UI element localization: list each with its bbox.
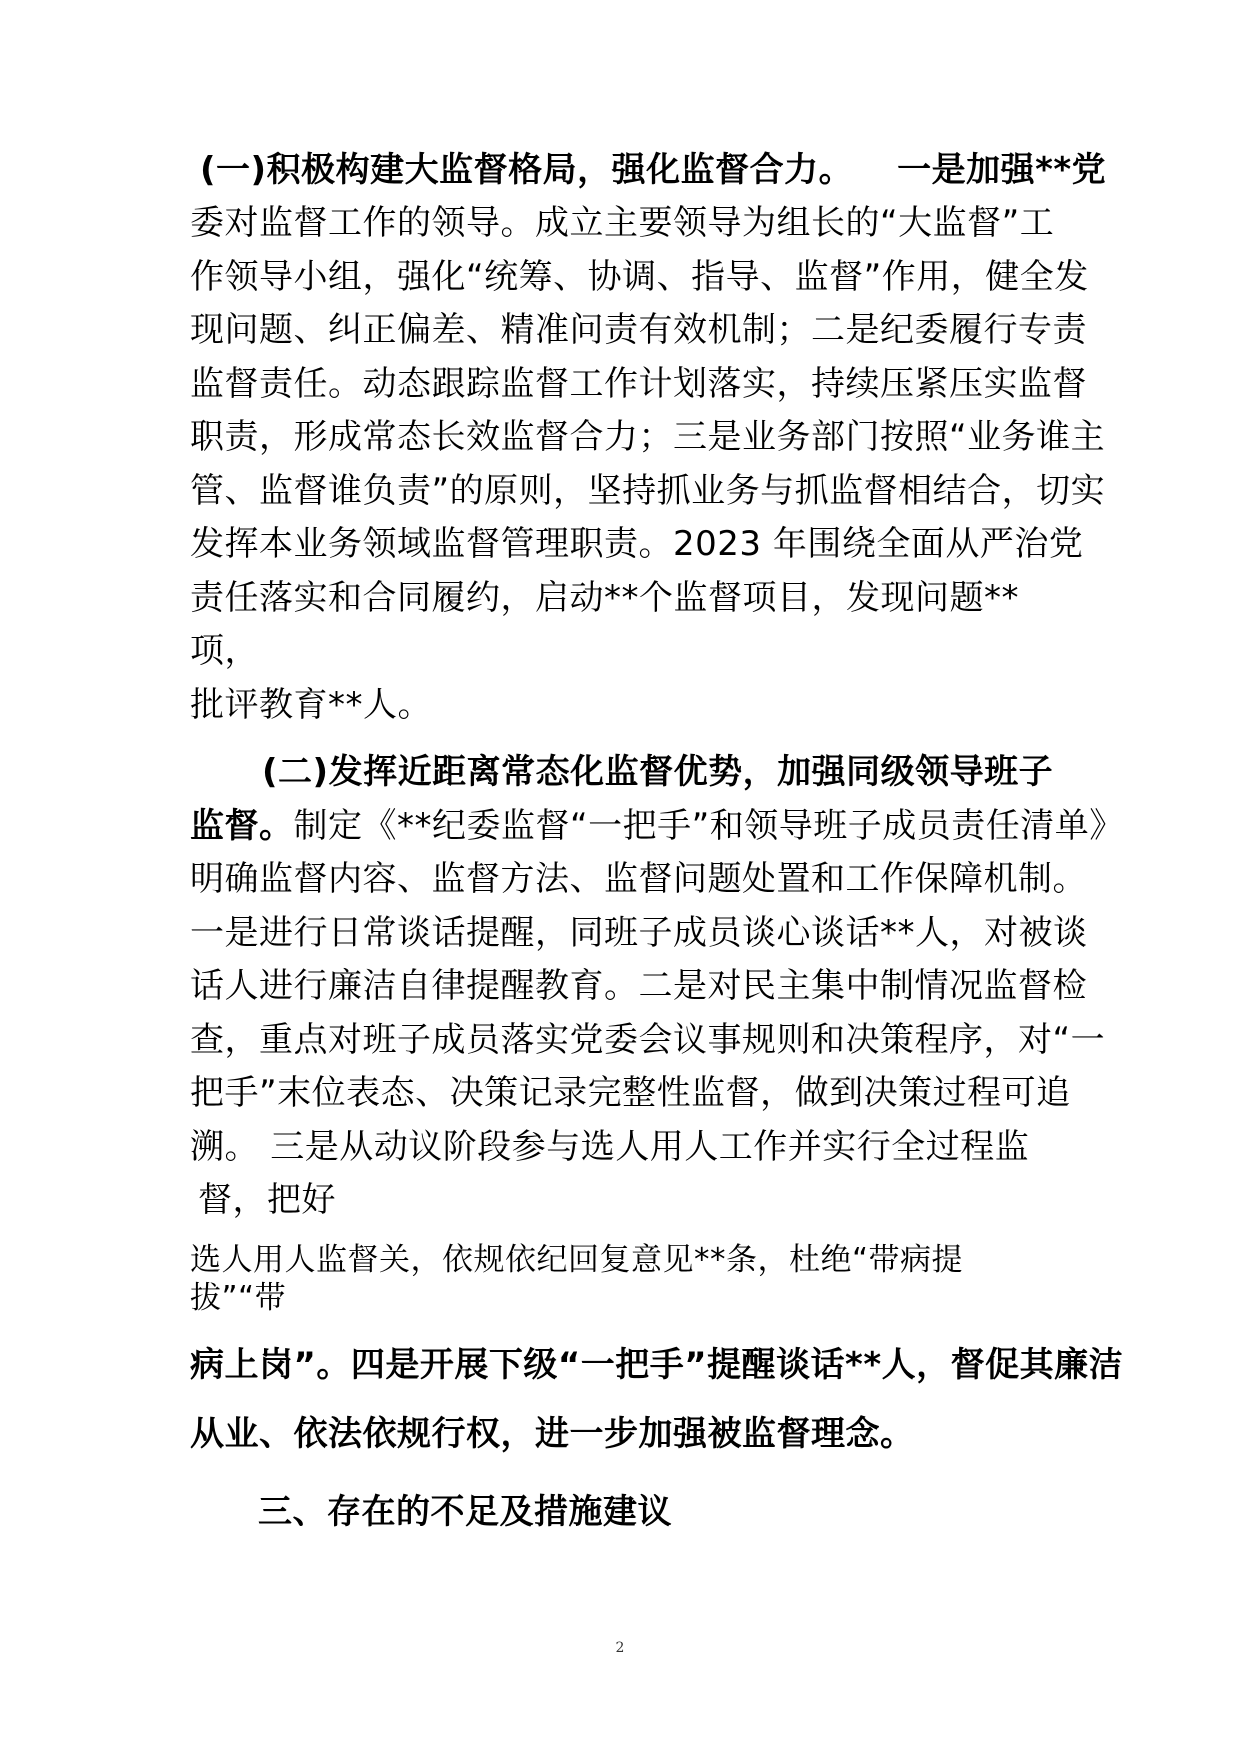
- paragraph-line: 督，把好: [198, 1180, 336, 1220]
- paragraph-line: 作领导小组，强化“统筹、协调、指导、监督”作用，健全发: [190, 257, 1089, 297]
- paragraph-line: 一是进行日常谈话提醒，同班子成员谈心谈话**人，对被谈: [190, 913, 1088, 953]
- section-2-heading-line2: [190, 806, 1124, 846]
- paragraph-line: 职责，形成常态长效监督合力；三是业务部门按照“业务谁主: [190, 417, 1106, 457]
- paragraph-line-bold: 病上岗”。四是开展下级“一把手”提醒谈话**人，督促其廉洁: [190, 1345, 1124, 1385]
- paragraph-line: 选人用人监督关，依规依纪回复意见**条，杜绝“带病提: [190, 1242, 964, 1278]
- paragraph-line: 话人进行廉洁自律提醒教育。二是对民主集中制情况监督检: [190, 966, 1087, 1006]
- paragraph-line: 责任落实和合同履约，启动**个监督项目，发现问题**: [190, 578, 1019, 618]
- paragraph-line: 现问题、纠正偏差、精准问责有效机制；二是纪委履行专责: [190, 310, 1087, 350]
- section-1-heading: (一)积极构建大监督格局，强化监督合力。: [200, 150, 854, 190]
- paragraph-line: 查，重点对班子成员落实党委会议事规则和决策程序，对“一: [190, 1020, 1106, 1060]
- paragraph-line: 把手”末位表态、决策记录完整性监督，做到决策过程可追: [190, 1073, 1071, 1113]
- paragraph-line: 发挥本业务领域监督管理职责。2023 年围绕全面从严治党: [190, 524, 1084, 564]
- section-1-heading-tail: 一是加强**党: [897, 150, 1107, 190]
- paragraph-line: 监督责任。动态跟踪监督工作计划落实，持续压紧压实监督: [190, 364, 1087, 404]
- paragraph-line: 批评教育**人。: [190, 685, 432, 725]
- paragraph-line: 项，: [190, 631, 259, 671]
- section-1-heading-line: [200, 150, 1106, 190]
- paragraph-line: 委对监督工作的领导。成立主要领导为组长的“大监督”工: [190, 203, 1055, 243]
- paragraph-line: 管、监督谁负责”的原则，坚持抓业务与抓监督相结合，切实: [190, 471, 1106, 511]
- paragraph-line-bold: 从业、依法依规行权，进一步加强被监督理念。: [190, 1414, 915, 1454]
- section-2-heading-end: 监督。: [190, 806, 294, 846]
- section-3-heading: 三、存在的不足及措施建议: [258, 1492, 672, 1532]
- paragraph-line: 溯。 三是从动议阶段参与选人用人工作并实行全过程监: [190, 1127, 1030, 1167]
- paragraph-line: 拔”“带: [190, 1280, 287, 1316]
- section-2-heading-rest: 制定《**纪委监督“一把手”和领导班子成员责任清单》: [293, 806, 1124, 846]
- paragraph-line: 明确监督内容、监督方法、监督问题处置和工作保障机制。: [190, 859, 1087, 899]
- section-2-heading: (二)发挥近距离常态化监督优势，加强同级领导班子: [262, 752, 1054, 792]
- page-number: 2: [615, 1640, 625, 1656]
